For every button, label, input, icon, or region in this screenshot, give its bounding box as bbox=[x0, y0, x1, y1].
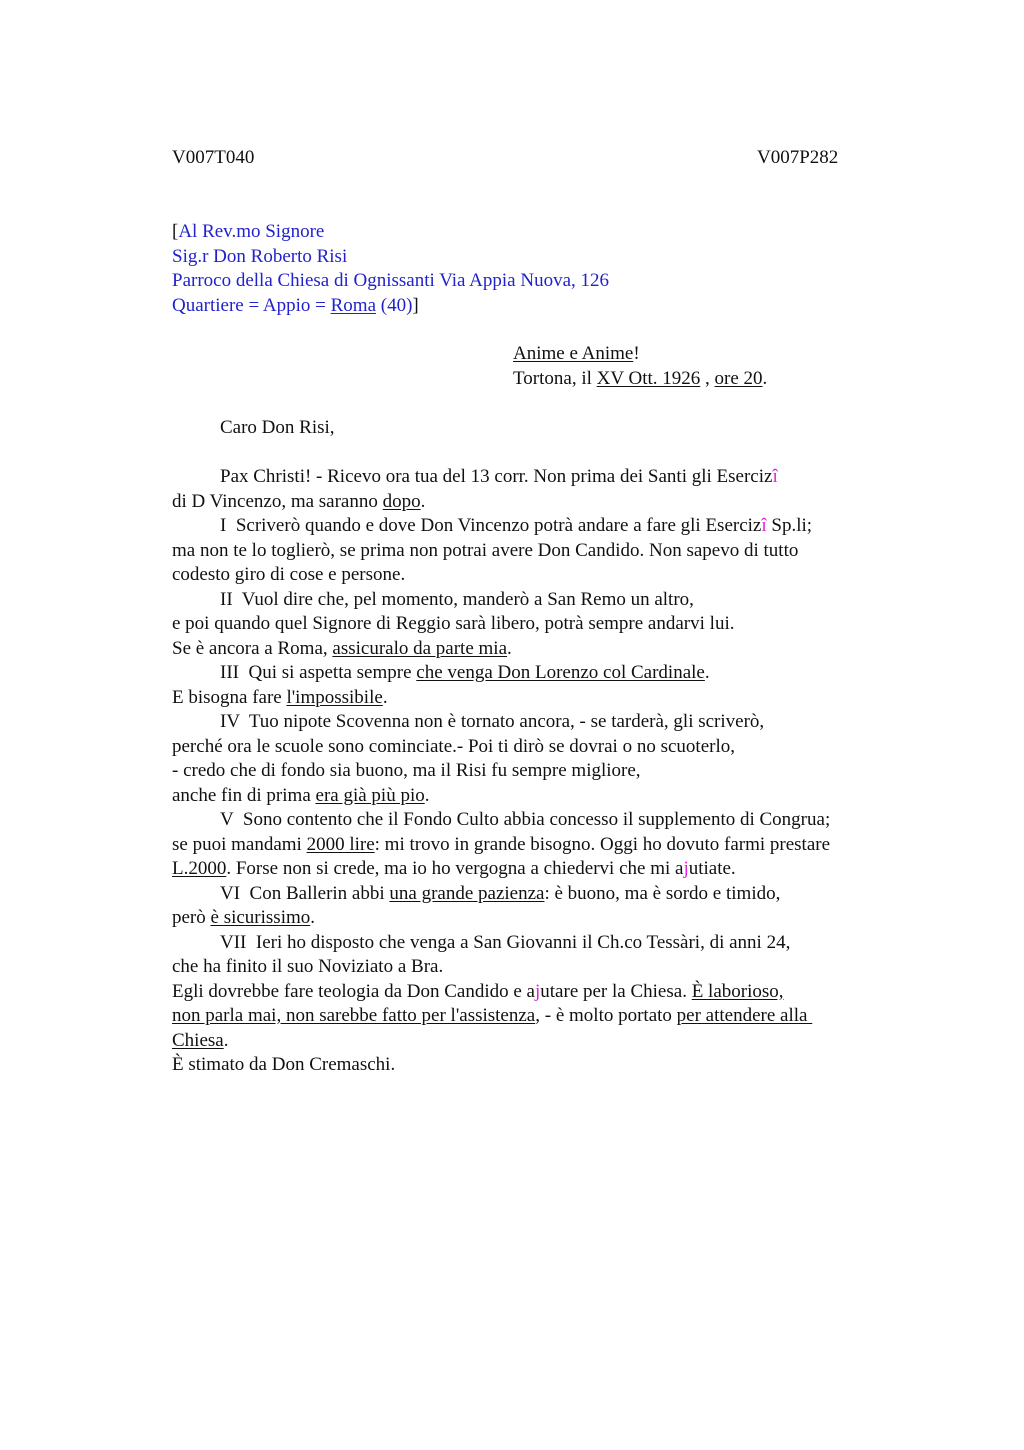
body-text-span: . bbox=[310, 907, 316, 928]
highlighted-letter: j bbox=[535, 980, 541, 1002]
underlined-text: assicuralo da parte mia bbox=[332, 637, 508, 659]
body-text-span: . bbox=[704, 662, 710, 683]
body-line bbox=[172, 514, 892, 539]
address-recipient-title: Al Rev.mo Signore bbox=[178, 221, 325, 242]
underlined-text: che venga Don Lorenzo col Cardinale bbox=[416, 662, 705, 683]
body-line: - credo che di fondo sia buono, ma il Risi fu sempre migliore, bbox=[172, 760, 641, 781]
underlined-text: Chiesa bbox=[172, 1029, 224, 1051]
body-text-span: utare per la Chiesa. bbox=[540, 980, 692, 1002]
underlined-text: dopo bbox=[382, 490, 421, 512]
body-text-span: E bisogna fare bbox=[172, 686, 287, 708]
address-open-bracket: [ bbox=[172, 221, 179, 242]
date-end: . bbox=[762, 367, 768, 389]
body-line bbox=[172, 588, 892, 613]
address-city: Roma bbox=[330, 294, 377, 316]
body-line bbox=[172, 833, 892, 858]
body-text-span: . bbox=[382, 686, 388, 708]
highlighted-letter: j bbox=[683, 858, 689, 879]
body-text-span: . bbox=[507, 637, 512, 659]
body-text-span: utiate. bbox=[688, 858, 736, 879]
address-line-4 bbox=[172, 294, 609, 319]
body-text-span: IV Tuo nipote Scovenna non è tornato ancora, - se tarderà, gli scriverò, bbox=[220, 711, 765, 732]
address-close-bracket: ] bbox=[412, 294, 419, 316]
body-text-span: I Scriverò quando e dove Don Vincenzo potrà andare a fare gli Esercizî Sp.li; bbox=[220, 515, 813, 536]
body-line bbox=[172, 637, 892, 662]
motto-line bbox=[513, 342, 767, 367]
underlined-text: per attendere alla bbox=[676, 1005, 813, 1026]
body-text-span: VI Con Ballerin abbi bbox=[220, 882, 390, 904]
date-value: XV Ott. 1926 bbox=[596, 367, 701, 389]
body-line bbox=[172, 882, 892, 907]
body-text-span: di D Vincenzo, ma saranno bbox=[172, 490, 383, 512]
underlined-text: è sicurissimo bbox=[210, 907, 311, 928]
body-line bbox=[172, 980, 892, 1005]
body-text-span: . bbox=[223, 1029, 229, 1051]
underlined-text: non parla mai, non sarebbe fatto per l'assistenza bbox=[172, 1005, 536, 1026]
date-sep: , bbox=[700, 367, 715, 389]
dateline-block bbox=[513, 342, 767, 391]
address-quarter: Quartiere = Appio = bbox=[172, 294, 331, 316]
body-text-span: II Vuol dire che, pel momento, manderò a San Remo un altro, bbox=[220, 588, 694, 610]
underlined-text: È laborioso, bbox=[691, 980, 784, 1002]
highlighted-letter: î bbox=[772, 466, 778, 487]
body-line bbox=[172, 1029, 892, 1054]
letter-body bbox=[172, 465, 892, 1078]
salutation: Caro Don Risi, bbox=[220, 417, 335, 438]
body-text-span: , - è molto portato bbox=[535, 1005, 677, 1026]
address-line-3: Parroco della Chiesa di Ognissanti Via Appia Nuova, 126 bbox=[172, 270, 610, 291]
body-text-span: III Qui si aspetta sempre bbox=[220, 662, 417, 683]
body-line bbox=[172, 857, 892, 882]
body-line bbox=[172, 661, 892, 686]
date-line bbox=[513, 367, 767, 392]
body-line bbox=[172, 931, 892, 956]
body-text-span: : è buono, ma è sordo e timido, bbox=[544, 882, 781, 904]
address-block bbox=[172, 220, 609, 318]
body-line: perché ora le scuole sono cominciate.- Poi ti dirò se dovrai o no scuoterlo, bbox=[172, 735, 735, 757]
body-line bbox=[172, 710, 892, 735]
body-line bbox=[172, 906, 892, 931]
address-line-2: Sig.r Don Roberto Risi bbox=[172, 245, 348, 267]
underlined-text: 2000 lire bbox=[306, 833, 375, 855]
body-text-span: Se è ancora a Roma, bbox=[172, 637, 333, 659]
body-text-span: VII Ieri ho disposto che venga a San Giovanni il Ch.co Tessàri, di anni 24, bbox=[220, 931, 791, 953]
body-line bbox=[172, 784, 892, 809]
highlighted-letter: î bbox=[761, 515, 767, 536]
address-postal: (40) bbox=[376, 294, 413, 316]
body-line bbox=[172, 490, 892, 515]
underlined-text: una grande pazienza bbox=[389, 882, 545, 904]
body-text-span: . bbox=[420, 490, 426, 512]
body-line: ma non te lo toglierò, se prima non potrai avere Don Candido. Non sapevo di tutto bbox=[172, 539, 799, 561]
underlined-text: L.2000 bbox=[172, 858, 227, 879]
date-time: ore 20 bbox=[714, 367, 763, 389]
body-line bbox=[172, 808, 892, 833]
date-place: Tortona, il bbox=[513, 367, 597, 389]
motto-punct: ! bbox=[633, 343, 640, 364]
body-line bbox=[172, 686, 892, 711]
body-text-span: Egli dovrebbe fare teologia da Don Candido e a bbox=[172, 980, 535, 1002]
document-code-right: V007P282 bbox=[757, 147, 839, 168]
body-line: codesto giro di cose e persone. bbox=[172, 564, 406, 585]
address-line-1 bbox=[172, 220, 609, 245]
body-text-span: : mi trovo in grande bisogno. Oggi ho dovuto farmi prestare bbox=[374, 833, 831, 855]
body-text-span: però bbox=[172, 907, 211, 928]
body-text-span: . Forse non si crede, ma io ho vergogna a chiedervi che mi a bbox=[226, 858, 684, 879]
body-line: È stimato da Don Cremaschi. bbox=[172, 1054, 396, 1075]
motto: Anime e Anime bbox=[513, 343, 634, 364]
body-text-span: se puoi mandami bbox=[172, 833, 307, 855]
body-text-span: V Sono contento che il Fondo Culto abbia concesso il supplemento di Congrua; bbox=[220, 809, 831, 830]
body-text-span: Pax Christi! - Ricevo ora tua del 13 corr. Non prima dei Santi gli Esercizî bbox=[220, 466, 778, 487]
underlined-text: era già più pio bbox=[315, 784, 425, 806]
document-code-left: V007T040 bbox=[172, 147, 255, 168]
body-line bbox=[172, 1004, 892, 1029]
body-text-span: anche fin di prima bbox=[172, 784, 316, 806]
underlined-text: l'impossibile bbox=[286, 686, 383, 708]
body-line: e poi quando quel Signore di Reggio sarà libero, potrà sempre andarvi lui. bbox=[172, 613, 735, 634]
body-line: che ha finito il suo Noviziato a Bra. bbox=[172, 956, 444, 977]
body-text-span: . bbox=[424, 784, 430, 806]
body-line bbox=[172, 465, 892, 490]
